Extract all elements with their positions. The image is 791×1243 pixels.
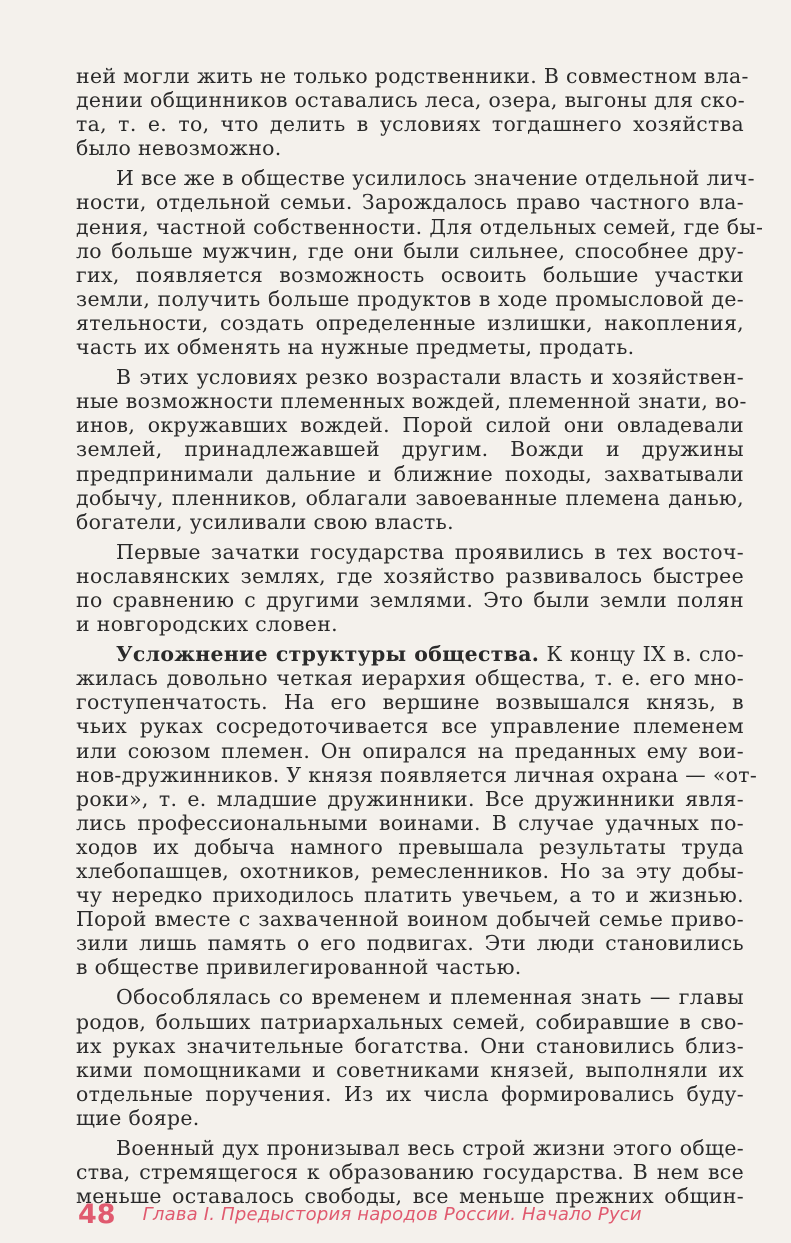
line-text: богатели, усиливали свою власть. xyxy=(76,509,454,534)
line-text: ло больше мужчин, где они были сильнее, способнее дру- xyxy=(76,238,744,263)
line-text: нов-дружинников. У князя появляется личная охрана — «от- xyxy=(76,762,758,787)
text-line xyxy=(76,239,744,263)
text-line xyxy=(76,112,744,136)
text-line xyxy=(76,762,758,787)
line-text: чьих руках сосредоточивается все управление племенем xyxy=(76,714,744,739)
section-heading: Усложнение структуры общества. xyxy=(116,642,540,667)
text-line xyxy=(76,1082,744,1106)
text-line xyxy=(76,612,744,636)
line-text: К концу IX в. сло- xyxy=(546,642,744,667)
text-line xyxy=(76,907,744,931)
line-text: та, т. е. то, что делить в условиях тогдашнего хозяйства xyxy=(76,112,744,137)
line-text: чу нередко приходилось платить увечьем, а то и жизнью. xyxy=(76,883,744,908)
text-line xyxy=(76,588,744,612)
line-text: ходов их добыча намного превышала результаты труда xyxy=(76,834,744,859)
line-text: Первые зачатки государства проявились в тех восточ- xyxy=(116,539,744,564)
text-line xyxy=(76,690,744,714)
line-text: добычу, пленников, облагали завоеванные племена данью, xyxy=(76,485,744,510)
text-line xyxy=(76,714,744,738)
text-line xyxy=(76,88,744,112)
text-line xyxy=(76,540,744,564)
line-text: Порой вместе с захваченной воином добычей семье приво- xyxy=(76,907,744,932)
page-footer xyxy=(78,1199,642,1230)
line-text: ства, стремящегося к образованию государства. В нем все xyxy=(76,1160,744,1185)
line-text: земли, получить больше продуктов в ходе промысловой де- xyxy=(76,286,744,311)
line-text: жилась довольно четкая иерархия общества, т. е. его мно- xyxy=(76,666,744,691)
line-text: щие бояре. xyxy=(76,1105,200,1130)
text-line xyxy=(76,1160,744,1184)
line-text: землей, принадлежавшей другим. Вожди и дружины xyxy=(76,437,744,462)
text-line xyxy=(76,985,744,1009)
text-line xyxy=(76,1136,744,1160)
paragraph xyxy=(76,642,758,980)
line-text: ятельности, создать определенные излишки, накопления, xyxy=(76,310,744,335)
text-line xyxy=(76,787,744,811)
line-text: ней могли жить не только родственники. В совместном вла- xyxy=(76,64,749,88)
line-text: часть их обменять на нужные предметы, продать. xyxy=(76,335,635,360)
text-line xyxy=(76,739,744,763)
paragraph xyxy=(76,365,747,534)
text-line xyxy=(76,835,744,859)
text-line xyxy=(76,64,749,88)
text-line xyxy=(76,437,744,461)
paragraph xyxy=(76,64,749,161)
line-text: и новгородских словен. xyxy=(76,612,338,637)
line-text: Военный дух пронизывал весь строй жизни этого обще- xyxy=(116,1136,744,1161)
page-number: 48 xyxy=(78,1199,116,1230)
text-line xyxy=(76,642,744,666)
line-text: И все же в обществе усилилось значение отдельной лич- xyxy=(116,166,755,191)
line-text: было невозможно. xyxy=(76,136,282,161)
line-text: родов, больших патриархальных семей, собиравшие в сво- xyxy=(76,1009,744,1034)
line-text: в обществе привилегированной частью. xyxy=(76,955,522,980)
paragraph xyxy=(76,1136,744,1208)
paragraph xyxy=(76,985,744,1130)
text-line xyxy=(76,462,744,486)
text-line xyxy=(76,287,744,311)
text-line xyxy=(76,1010,744,1034)
line-text: роки», т. е. младшие дружинники. Все дружинники явля- xyxy=(76,786,744,811)
text-line xyxy=(76,1106,744,1130)
line-text: меньше оставалось свободы, все меньше прежних общин- xyxy=(76,1184,744,1209)
text-line xyxy=(76,811,744,835)
text-line xyxy=(76,335,744,359)
line-text: по сравнению с другими землями. Это были земли полян xyxy=(76,587,744,612)
body-text xyxy=(76,64,764,1209)
line-text: нославянских землях, где хозяйство развивалось быстрее xyxy=(76,563,744,588)
line-text: дения, частной собственности. Для отдельных семей, где бы- xyxy=(76,214,764,239)
text-line xyxy=(76,263,744,287)
text-line xyxy=(76,389,747,414)
text-line xyxy=(76,564,744,588)
text-line xyxy=(76,955,744,979)
line-text: кими помощниками и советниками князей, выполняли их xyxy=(76,1057,744,1082)
text-line xyxy=(76,883,744,907)
line-text: или союзом племен. Он опирался на преданных ему вои- xyxy=(76,738,744,763)
text-line xyxy=(76,859,744,883)
chapter-title: Глава I. Предыстория народов России. Начало Руси xyxy=(142,1204,642,1225)
text-line xyxy=(76,214,764,239)
paragraph xyxy=(76,166,764,360)
line-text: гих, появляется возможность освоить большие участки xyxy=(76,262,744,287)
text-line xyxy=(76,413,744,437)
line-text: ности, отдельной семьи. Зарождалось право частного вла- xyxy=(76,190,744,215)
text-line xyxy=(76,190,744,214)
line-text: дении общинников оставались леса, озера, выгоны для ско- xyxy=(76,88,745,113)
text-line xyxy=(76,166,755,191)
line-text: В этих условиях резко возрастали власть и хозяйствен- xyxy=(116,365,744,390)
text-line xyxy=(76,136,744,160)
text-line xyxy=(76,1034,744,1058)
line-text: лись профессиональными воинами. В случае удачных по- xyxy=(76,810,744,835)
text-line xyxy=(76,510,744,534)
line-text: отдельные поручения. Из их числа формировались буду- xyxy=(76,1081,744,1106)
text-line xyxy=(76,931,744,955)
text-line xyxy=(76,311,744,335)
line-text: Обособлялась со временем и племенная знать — главы xyxy=(116,985,744,1010)
line-text: гоступенчатость. На его вершине возвышался князь, в xyxy=(76,690,744,715)
text-line xyxy=(76,1058,744,1082)
text-line xyxy=(76,666,744,690)
text-line xyxy=(76,486,744,510)
line-text: их руках значительные богатства. Они становились близ- xyxy=(76,1033,744,1058)
line-text: зили лишь память о его подвигах. Эти люди становились xyxy=(76,931,744,956)
line-text: предпринимали дальние и ближние походы, захватывали xyxy=(76,461,744,486)
line-text: хлебопашцев, охотников, ремесленников. Но за эту добы- xyxy=(76,859,744,883)
line-text: инов, окружавших вождей. Порой силой они овладевали xyxy=(76,413,744,438)
paragraph xyxy=(76,540,744,636)
text-line xyxy=(76,365,744,389)
line-text: ные возможности племенных вождей, племенной знати, во- xyxy=(76,389,747,414)
